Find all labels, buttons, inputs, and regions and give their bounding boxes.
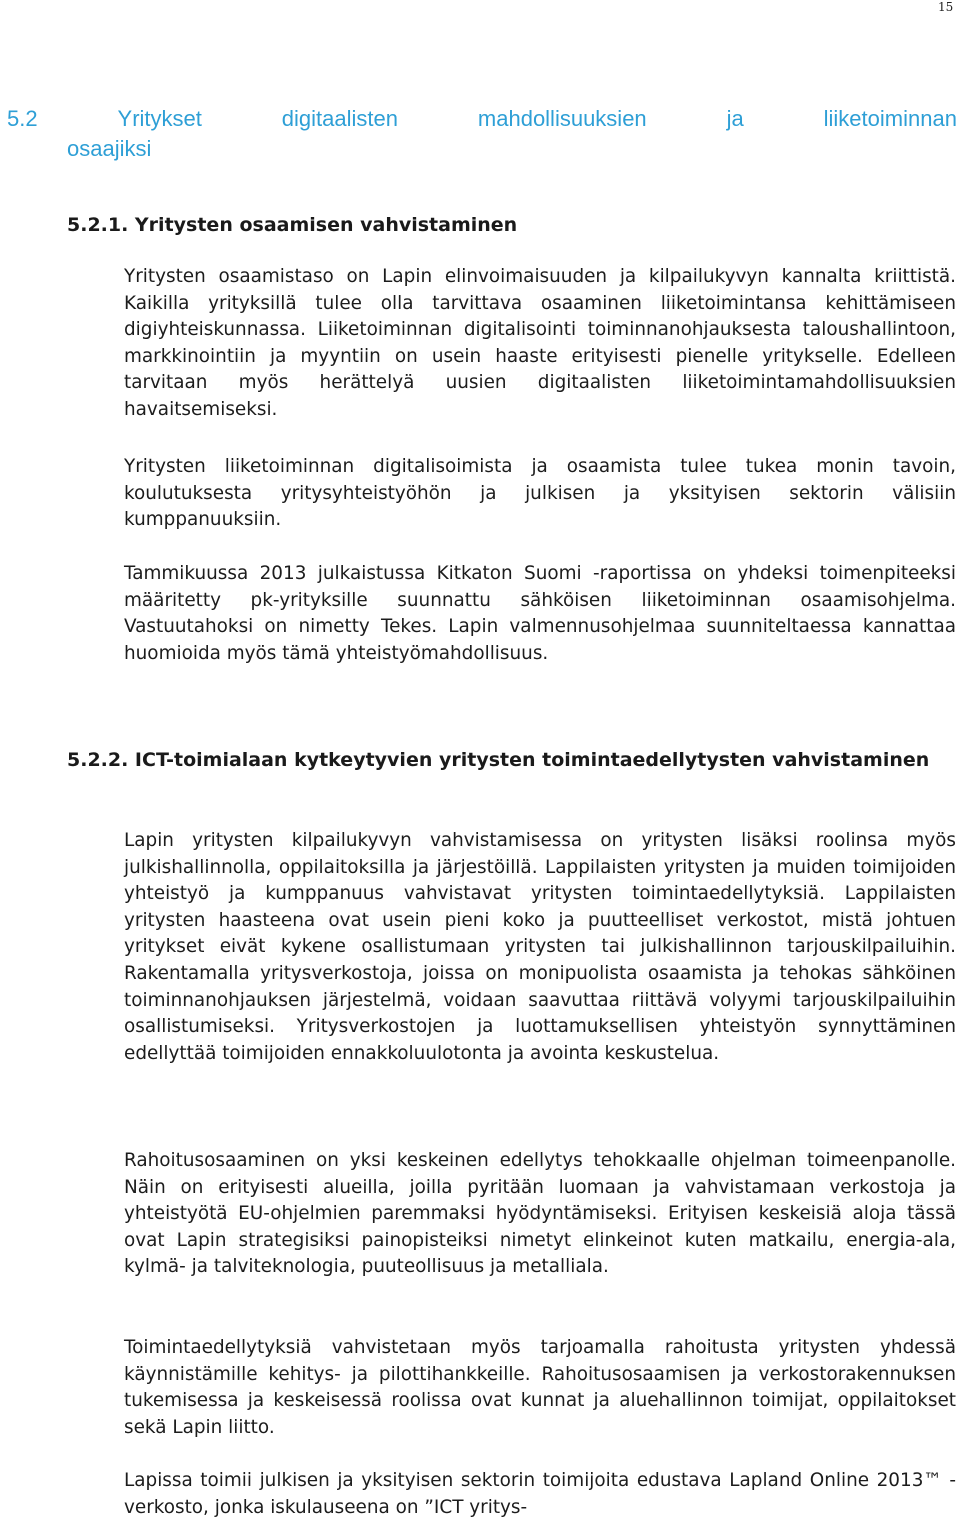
section-number: 5.2 bbox=[7, 106, 38, 131]
section-title-word: ja bbox=[726, 106, 744, 131]
section-title-word: digitaalisten bbox=[281, 106, 398, 131]
paragraph: Lapin yritysten kilpailukyvyn vahvistamisessa on yritysten lisäksi roolinsa myös julkishallinnolla, oppilaitoksilla ja järjestöillä. Lappilaisten yritysten ja muiden toimijoiden yhteistyö ja kumppanuus vahvistavat yritysten toimintaedellytyksiä. Lappilaisten yritysten haasteena ovat usein pieni koko ja puutteelliset verkostot, mistä johtuen yritykset eivät kykene osallistumaan yritysten tai julkishallinnon tarjouskilpailuihin. Rakentamalla yritysverkostoja, joissa on monipuolista osaamista ja tehokas sähköinen toiminnanohjauksen järjestelmä, voidaan saavuttaa riittävä volyymi tarjouskilpailuihin osallistumiseksi. Yritysverkostojen ja luottamuksellisen yhteistyön synnyttäminen edellyttää toimijoiden ennakkoluulotonta ja avointa keskustelua. bbox=[124, 830, 956, 1064]
section-title-word: Yritykset bbox=[117, 106, 202, 131]
paragraph: Toimintaedellytyksiä vahvistetaan myös tarjoamalla rahoitusta yritysten yhdessä käynnistämille kehitys- ja pilottihankkeille. Rahoitusosaamisen ja verkostorakennuksen tukemisessa ja keskeisessä roolissa ovat kunnat ja aluehallinnon toimijat, oppilaitokset sekä Lapin liitto. bbox=[124, 1337, 956, 1438]
paragraph: Yritysten osaamistaso on Lapin elinvoimaisuuden ja kilpailukyvyn kannalta kriittistä. Kaikilla yrityksillä tulee olla tarvittava osaaminen liiketoimintansa kehittämiseen digiyhteiskunnassa. Liiketoiminnan digitalisointi toiminnanohjauksesta taloushallintoon, markkinointiin ja myyntiin on usein haaste erityisesti pienelle yritykselle. Edelleen tarvitaan myös herättelyä uusien digitaalisten liiketoimintamahdollisuuksien havaitsemiseksi. bbox=[124, 266, 956, 420]
page-number: 15 bbox=[938, 0, 954, 14]
section-title-line2: osaajiksi bbox=[67, 136, 152, 161]
paragraph: Tammikuussa 2013 julkaistussa Kitkaton Suomi -raportissa on yhdeksi toimenpiteeksi määritetty pk-yrityksille suunnattu sähköisen liiketoiminnan osaamisohjelma. Vastuutahoksi on nimetty Tekes. Lapin valmennusohjelmaa suunniteltaessa kannattaa huomioida myös tämä yhteistyömahdollisuus. bbox=[124, 563, 956, 664]
subsection-heading-1: 5.2.1. Yritysten osaamisen vahvistaminen bbox=[67, 214, 518, 236]
paragraph: Yritysten liiketoiminnan digitalisoimista ja osaamista tulee tukea monin tavoin, koulutuksesta yritysyhteistyöhön ja julkisen ja yksityisen sektorin välisiin kumppanuuksiin. bbox=[124, 456, 956, 531]
section-title-word: mahdollisuuksien bbox=[477, 106, 647, 131]
section-title-word: liiketoiminnan bbox=[823, 106, 957, 131]
subsection-heading-2: 5.2.2. ICT-toimialaan kytkeytyvien yritysten toimintaedellytysten vahvistaminen bbox=[67, 749, 930, 771]
paragraph: Lapissa toimii julkisen ja yksityisen sektorin toimijoita edustava Lapland Online 2013™ -verkosto, jonka iskulauseena on ”ICT yritys- bbox=[124, 1470, 956, 1518]
section-heading bbox=[7, 104, 957, 164]
paragraph: Rahoitusosaaminen on yksi keskeinen edellytys tehokkaalle ohjelman toimeenpanolle. Näin on erityisesti alueilla, joilla pyritään luomaan ja vahvistamaan verkostoja ja yhteistyötä EU-ohjelmien paremmaksi hyödyntämiseksi. Erityisen keskeisiä aloja tässä ovat Lapin strategisiksi painopisteiksi nimetyt elinkeinot kuten matkailu, energia-ala, kylmä- ja talviteknologia, puuteollisuus ja metalliala. bbox=[124, 1150, 956, 1278]
